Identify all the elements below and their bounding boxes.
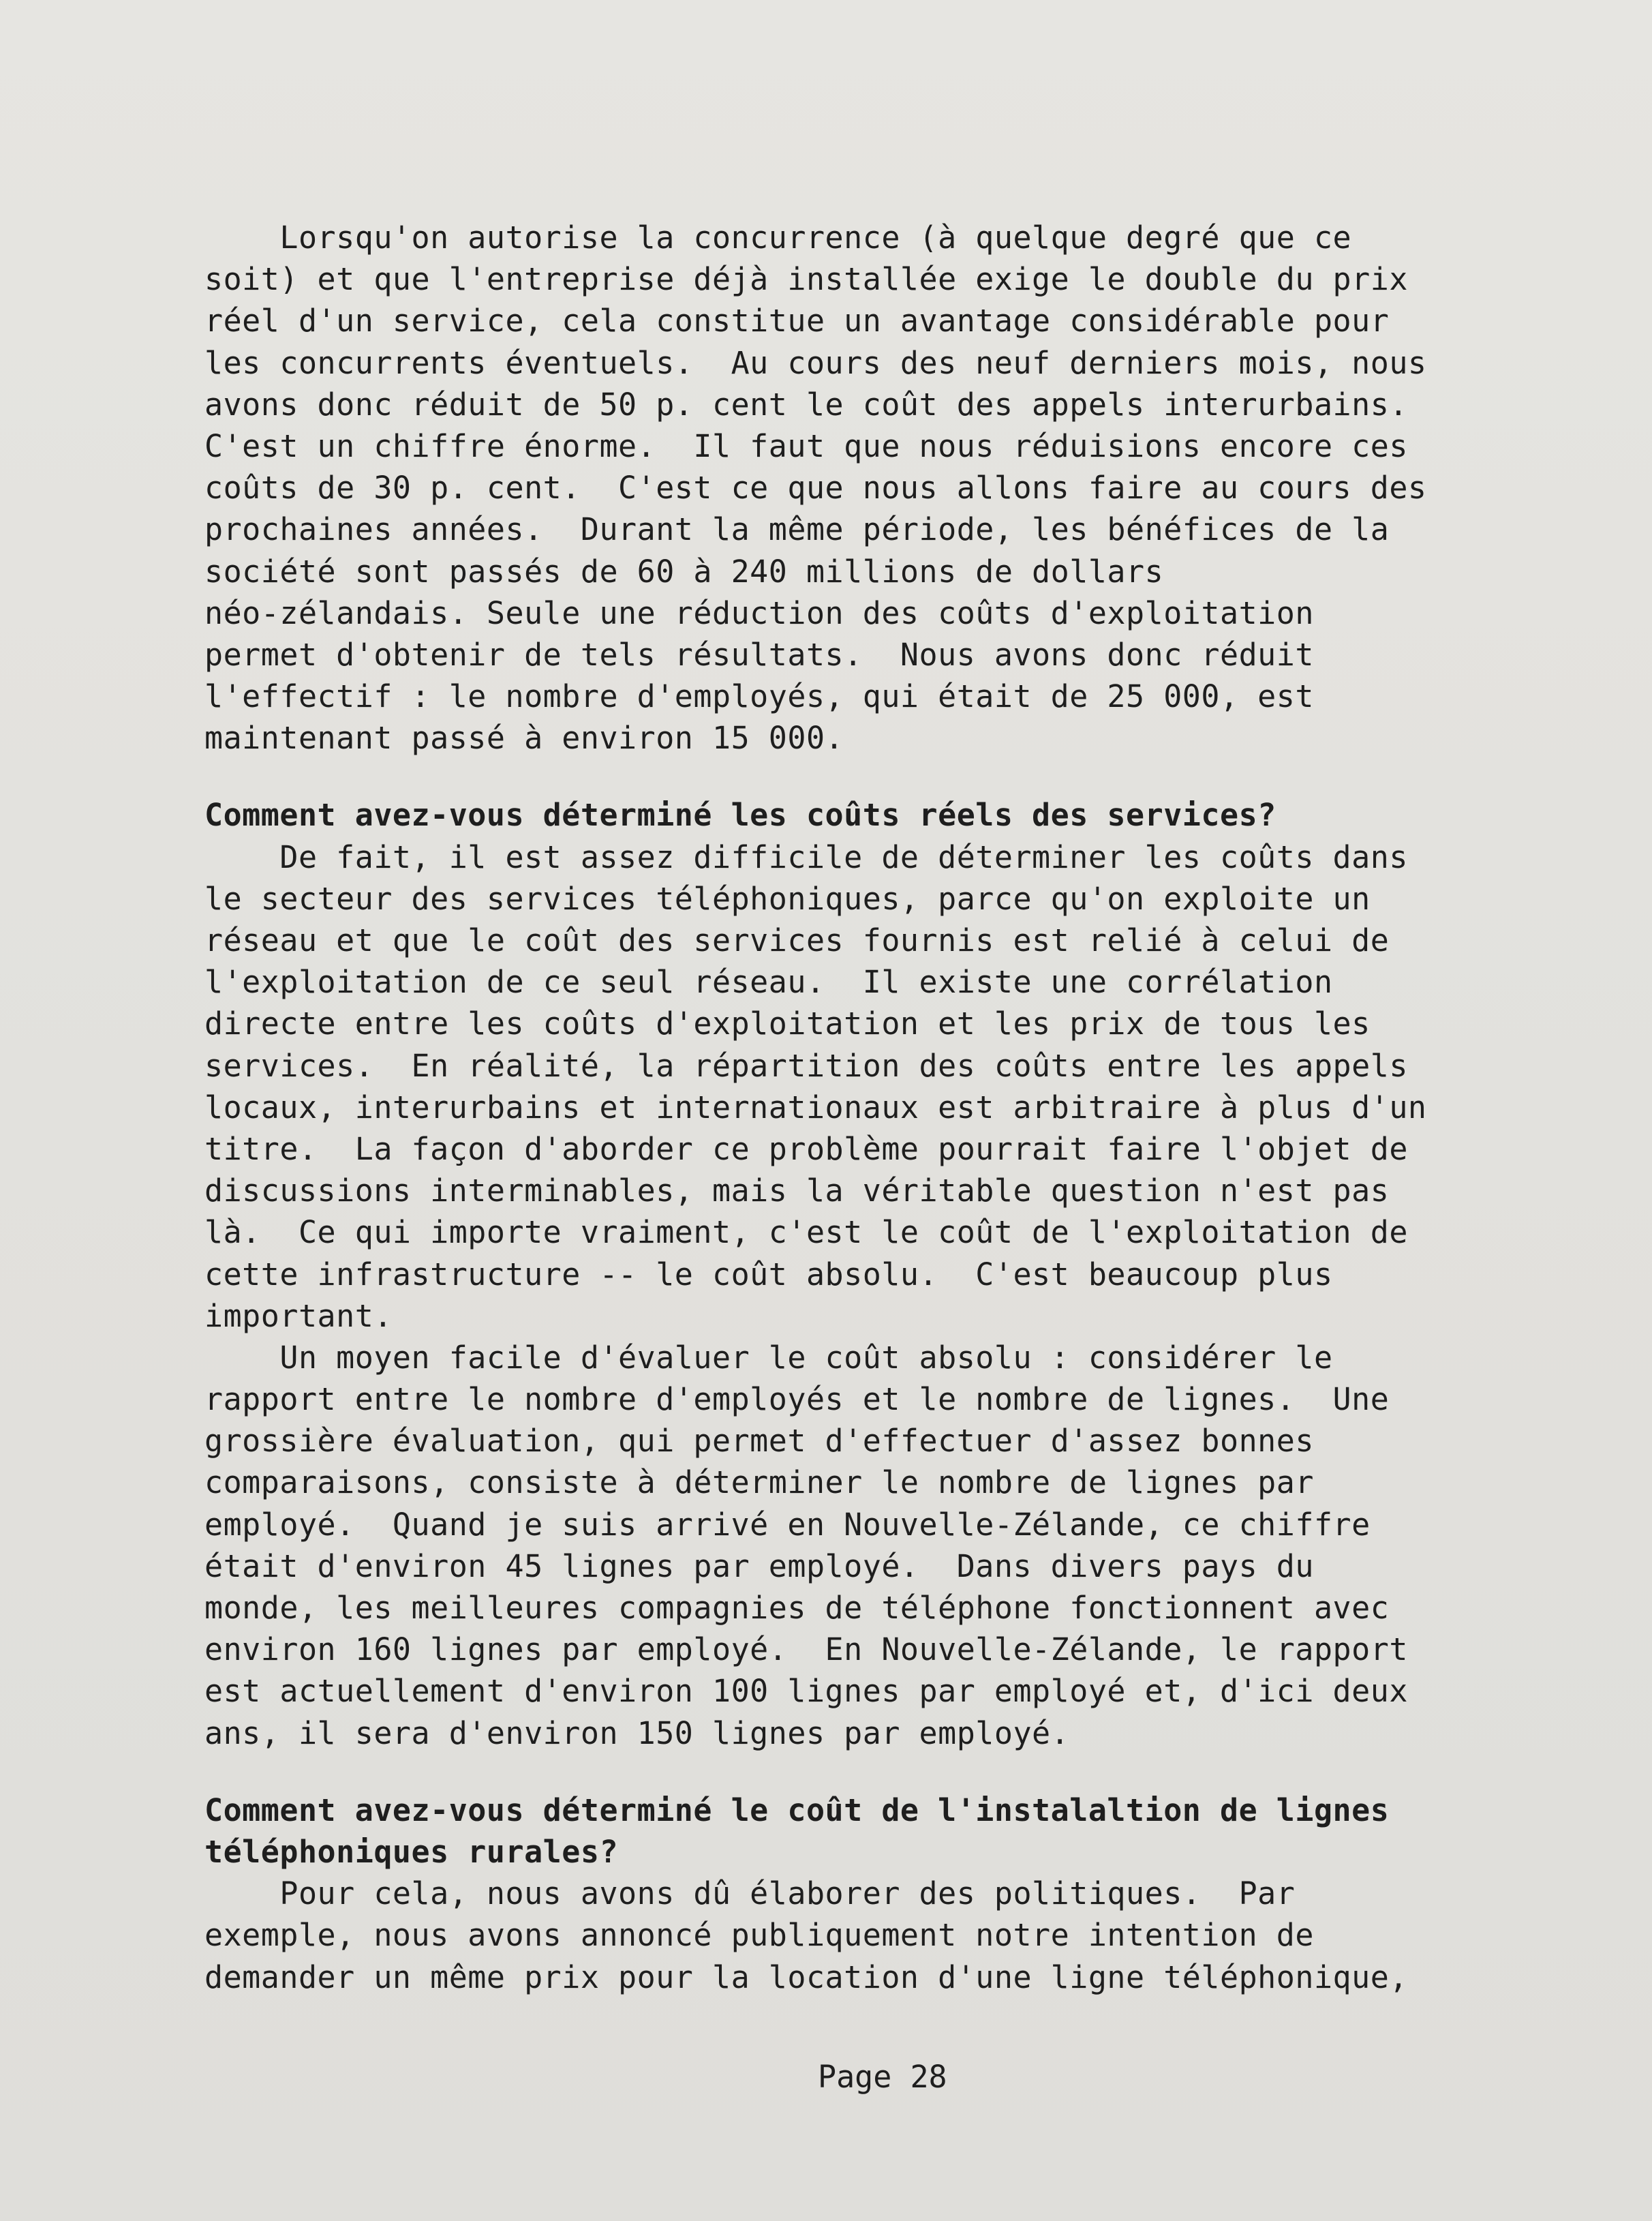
text-line: directe entre les coûts d'exploitation et les prix de tous les bbox=[204, 1006, 1371, 1042]
text-line: comparaisons, consiste à déterminer le nombre de lignes par bbox=[204, 1464, 1314, 1501]
text-line: l'effectif : le nombre d'employés, qui était de 25 000, est bbox=[204, 678, 1314, 715]
text-line: monde, les meilleures compagnies de téléphone fonctionnent avec bbox=[204, 1590, 1390, 1626]
text-line: important. bbox=[204, 1297, 393, 1334]
body-paragraph bbox=[204, 217, 1554, 759]
text-line: exemple, nous avons annoncé publiquement notre intention de bbox=[204, 1917, 1314, 1954]
text-line: discussions interminables, mais la véritable question n'est pas bbox=[204, 1173, 1390, 1209]
text-line: locaux, interurbains et internationaux est arbitraire à plus d'un bbox=[204, 1089, 1427, 1125]
text-line: demander un même prix pour la location d'une ligne téléphonique, bbox=[204, 1959, 1408, 1995]
section-heading bbox=[204, 794, 1554, 836]
text-line: Lorsqu'on autorise la concurrence (à quelque degré que ce bbox=[204, 220, 1352, 256]
text-line: les concurrents éventuels. Au cours des neuf derniers mois, nous bbox=[204, 344, 1427, 381]
text-line: prochaines années. Durant la même période, les bénéfices de la bbox=[204, 511, 1390, 548]
heading-line: Comment avez-vous déterminé le coût de l'instalaltion de lignes bbox=[204, 1792, 1390, 1828]
body-paragraph bbox=[204, 836, 1554, 1754]
document-body bbox=[204, 217, 1554, 1998]
text-line: employé. Quand je suis arrivé en Nouvelle-Zélande, ce chiffre bbox=[204, 1506, 1371, 1543]
text-line: ans, il sera d'environ 150 lignes par employé. bbox=[204, 1714, 1070, 1751]
text-line: coûts de 30 p. cent. C'est ce que nous allons faire au cours des bbox=[204, 470, 1427, 507]
text-line: grossière évaluation, qui permet d'effectuer d'assez bonnes bbox=[204, 1423, 1314, 1460]
body-paragraph bbox=[204, 1873, 1554, 1998]
text-line: le secteur des services téléphoniques, parce qu'on exploite un bbox=[204, 880, 1371, 917]
text-line: société sont passés de 60 à 240 millions de dollars bbox=[204, 553, 1164, 590]
text-line: soit) et que l'entreprise déjà installée exige le double du prix bbox=[204, 261, 1408, 298]
heading-line: Comment avez-vous déterminé les coûts réels des services? bbox=[204, 797, 1276, 834]
text-line: néo-zélandais. Seule une réduction des coûts d'exploitation bbox=[204, 594, 1314, 631]
text-line: titre. La façon d'aborder ce problème pourrait faire l'objet de bbox=[204, 1130, 1408, 1167]
text-line: l'exploitation de ce seul réseau. Il existe une corrélation bbox=[204, 964, 1333, 1001]
text-line: cette infrastructure -- le coût absolu. C'est beaucoup plus bbox=[204, 1256, 1333, 1293]
section-heading bbox=[204, 1789, 1554, 1873]
text-line: là. Ce qui importe vraiment, c'est le coût de l'exploitation de bbox=[204, 1214, 1408, 1251]
text-line: est actuellement d'environ 100 lignes par employé et, d'ici deux bbox=[204, 1673, 1408, 1710]
text-line: Un moyen facile d'évaluer le coût absolu : considérer le bbox=[204, 1339, 1333, 1376]
heading-line: téléphoniques rurales? bbox=[204, 1833, 619, 1870]
text-line: services. En réalité, la répartition des coûts entre les appels bbox=[204, 1047, 1408, 1084]
text-line: était d'environ 45 lignes par employé. Dans divers pays du bbox=[204, 1547, 1314, 1584]
text-line: réel d'un service, cela constitue un avantage considérable pour bbox=[204, 303, 1390, 339]
text-line: rapport entre le nombre d'employés et le nombre de lignes. Une bbox=[204, 1381, 1390, 1418]
text-line: De fait, il est assez difficile de déterminer les coûts dans bbox=[204, 838, 1408, 875]
section-gap bbox=[204, 759, 1554, 794]
page-number: Page 28 bbox=[818, 2059, 947, 2095]
section-gap bbox=[204, 1754, 1554, 1789]
text-line: permet d'obtenir de tels résultats. Nous avons donc réduit bbox=[204, 636, 1314, 673]
text-line: C'est un chiffre énorme. Il faut que nous réduisions encore ces bbox=[204, 427, 1408, 464]
text-line: maintenant passé à environ 15 000. bbox=[204, 720, 844, 757]
text-line: avons donc réduit de 50 p. cent le coût des appels interurbains. bbox=[204, 386, 1408, 423]
text-line: réseau et que le coût des services fournis est relié à celui de bbox=[204, 922, 1390, 958]
text-line: Pour cela, nous avons dû élaborer des politiques. Par bbox=[204, 1875, 1296, 1912]
text-line: environ 160 lignes par employé. En Nouvelle-Zélande, le rapport bbox=[204, 1631, 1408, 1668]
